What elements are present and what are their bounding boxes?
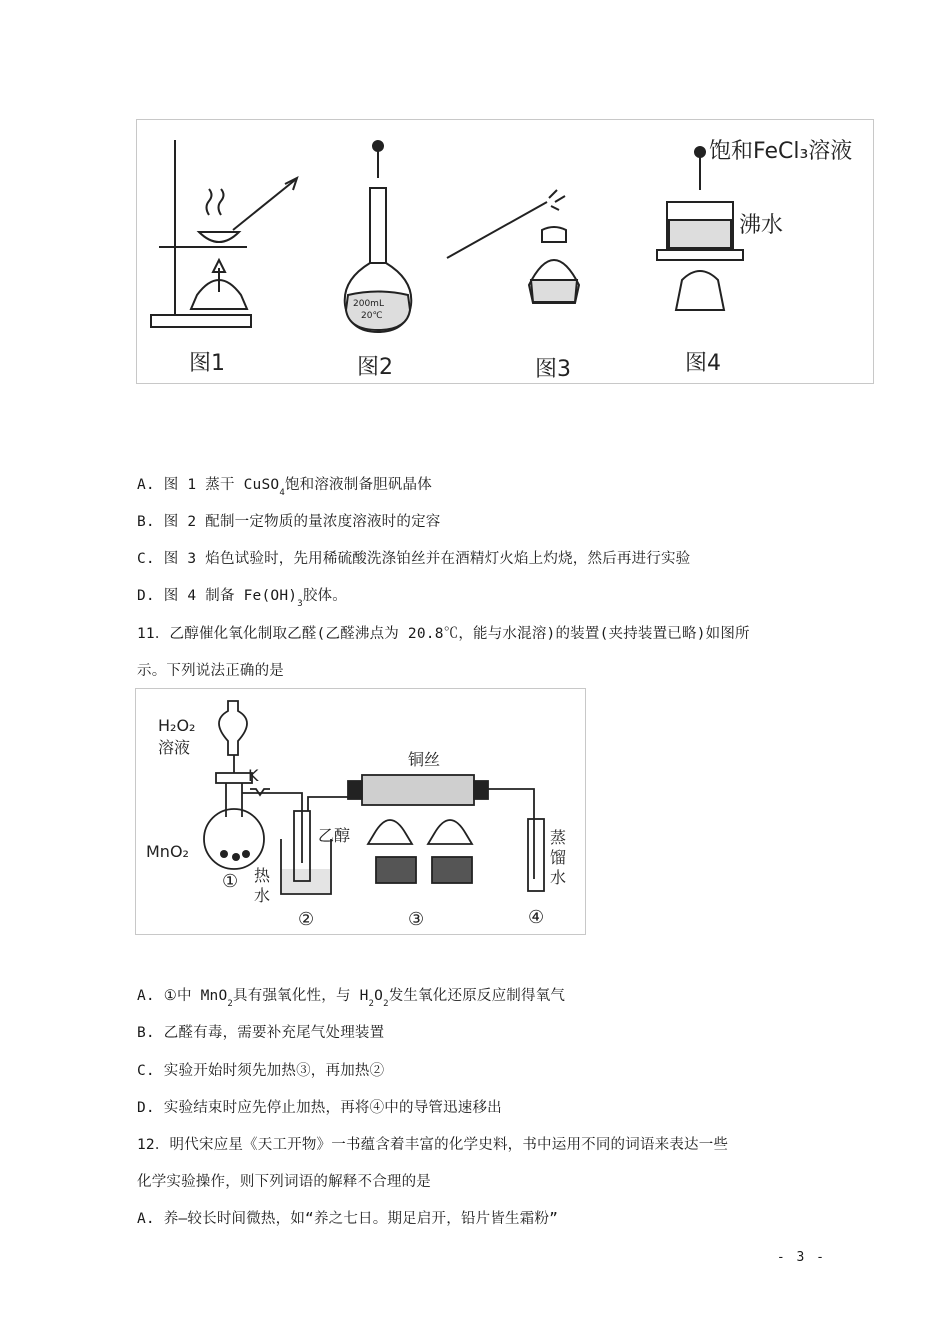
h2o2-label: H₂O₂ xyxy=(158,716,196,735)
circle-2-label: ② xyxy=(298,909,315,930)
circle-3-label: ③ xyxy=(408,909,425,930)
q10-option-d: D. 图 4 制备 $Fe(OH)_3$胶体。 xyxy=(137,588,347,609)
mno2-label: MnO₂ xyxy=(146,842,189,861)
fecl3-label: 饱和FeCl₃溶液 xyxy=(709,139,853,164)
q11-option-b: B. 乙醛有毒，需要补充尾气处理装置 xyxy=(137,1025,385,1041)
figure-ethanol-oxidation-apparatus xyxy=(135,688,586,935)
hot-water-label-2: 水 xyxy=(254,886,271,905)
valve-k-label: K xyxy=(248,766,259,785)
solution-label: 溶液 xyxy=(158,738,191,757)
circle-1-label: ① xyxy=(222,871,239,892)
distilled-label-2: 馏 xyxy=(550,848,567,867)
q11-option-a: A. ①中 MnO$_2$具有强氧化性，与 $H_2O_2$发生氧化还原反应制得氧气 xyxy=(137,988,566,1009)
distilled-label-1: 蒸 xyxy=(550,828,567,847)
flask-volume-label: 200mL xyxy=(353,299,384,309)
q10-option-b: B. 图 2 配制一定物质的量浓度溶液时的定容 xyxy=(137,514,441,530)
q12-stem-line-1: 12．明代宋应星《天工开物》一书蕴含着丰富的化学史料，书中运用不同的词语来表达一些 xyxy=(137,1137,729,1153)
flask-temp-label: 20℃ xyxy=(361,311,383,321)
hot-water-label-1: 热 xyxy=(254,866,271,885)
circle-4-label: ④ xyxy=(528,907,545,928)
q10-option-c: C. 图 3 焰色试验时，先用稀硫酸洗涤铂丝并在酒精灯火焰上灼烧，然后再进行实验 xyxy=(137,551,691,567)
q12-stem-line-2: 化学实验操作，则下列词语的解释不合理的是 xyxy=(137,1174,431,1190)
apparatus-drawing-1 xyxy=(137,120,873,383)
q11-stem-line-2: 示。下列说法正确的是 xyxy=(137,663,284,679)
fig4-caption: 图4 xyxy=(685,351,721,376)
q11-stem-line-1: 11．乙醇催化氧化制取乙醛(乙醛沸点为 20.8℃，能与水混溶)的装置(夹持装置已略)如图所 xyxy=(137,626,750,642)
fig2-caption: 图2 xyxy=(357,355,393,380)
ethanol-label: 乙醇 xyxy=(318,826,351,845)
page-number: - 3 - xyxy=(776,1250,826,1265)
fig3-caption: 图3 xyxy=(535,357,571,382)
q11-option-c: C. 实验开始时须先加热③，再加热② xyxy=(137,1063,385,1079)
copper-wire-label: 铜丝 xyxy=(408,750,441,769)
apparatus-drawing-2 xyxy=(136,689,585,934)
boiling-water-label: 沸水 xyxy=(739,213,784,238)
q10-option-a: A. 图 1 蒸干 CuSO$_4$饱和溶液制备胆矾晶体 xyxy=(137,477,432,498)
figure-apparatus-1-4 xyxy=(136,119,874,384)
q12-option-a: A. 养—较长时间微热，如“养之七日。期足启开，铅片皆生霜粉” xyxy=(137,1211,559,1227)
distilled-label-3: 水 xyxy=(550,868,567,887)
q11-option-d: D. 实验结束时应先停止加热，再将④中的导管迅速移出 xyxy=(137,1100,502,1116)
fig1-caption: 图1 xyxy=(189,351,225,376)
